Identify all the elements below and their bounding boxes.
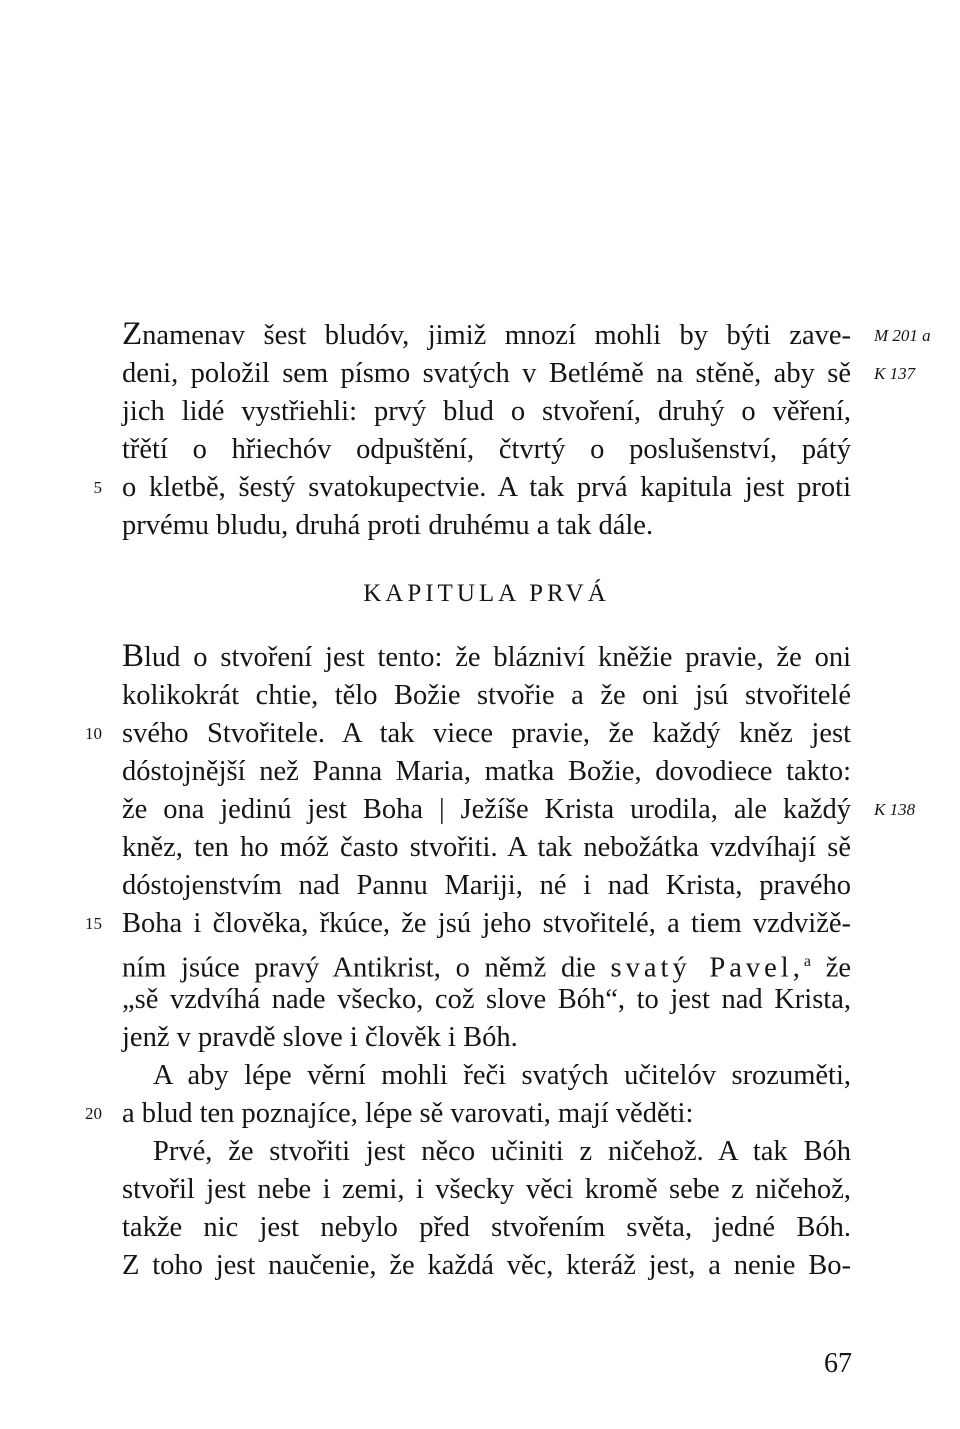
- margin-reference: M 201 a: [874, 326, 931, 345]
- text-line: stvořil jest nebe i zemi, i všecky věci kromě sebe z ničehož,: [122, 1174, 851, 1205]
- text-line: [122, 638, 851, 678]
- margin-reference: K 137: [874, 364, 916, 383]
- text-line: jenž v pravdě slove i člověk i Bóh.: [122, 1022, 518, 1053]
- text-line: Prvé, že stvořiti jest něco učiniti z ničehož. A tak Bóh: [153, 1136, 851, 1167]
- text-line: „sě vzdvíhá nade všecko, což slove Bóh“, to jest nad Krista,: [122, 984, 851, 1015]
- text-line: kněz, ten ho móž často stvořiti. A tak nebožátka vzdvíhají sě: [122, 832, 851, 863]
- text-line: dóstojenstvím nad Pannu Mariji, né i nad Krista, pravého: [122, 870, 851, 901]
- line-number: 20: [85, 1104, 102, 1123]
- line-text: lud o stvoření jest tento: že blázniví kněžie pravie, že oni: [144, 642, 851, 673]
- chapter-heading: KAPITULA PRVÁ: [363, 580, 610, 607]
- text-line: o kletbě, šestý svatokupectvie. A tak prvá kapitula jest proti: [122, 472, 851, 503]
- dropcap: Z: [122, 316, 143, 352]
- text-line: A aby lépe věrní mohli řeči svatých učitelóv srozuměti,: [153, 1060, 851, 1091]
- text-line: a blud ten poznajíce, lépe sě varovati, mají věděti:: [122, 1098, 694, 1129]
- text-line: takže nic jest nebylo před stvořením světa, jedné Bóh.: [122, 1212, 851, 1243]
- spaced-emphasis: svatý Pavel,: [610, 952, 804, 984]
- line-number: 5: [93, 478, 102, 497]
- text-line: [122, 942, 851, 982]
- page-number: 67: [824, 1348, 852, 1379]
- margin-reference: K 138: [874, 800, 916, 819]
- text-line: [122, 316, 851, 356]
- text-line: že ona jedinú jest Boha | Ježíše Krista urodila, ale každý: [122, 794, 851, 825]
- text-line: kolikokrát chtie, tělo Božie stvořie a že oni jsú stvořitelé: [122, 680, 851, 711]
- line-number: 15: [85, 914, 102, 933]
- line-number: 10: [85, 724, 102, 743]
- text-line: dóstojnější než Panna Maria, matka Božie, dovodiece takto:: [122, 756, 851, 787]
- line-text: ním jsúce pravý Antikrist, o němž die: [122, 952, 596, 984]
- text-line: třětí o hřiechóv odpuštění, čtvrtý o poslušenství, pátý: [122, 434, 851, 465]
- text-line: svého Stvořitele. A tak viece pravie, že každý kněz jest: [122, 718, 851, 749]
- line-text: namenav šest bludóv, jimiž mnozí mohli by býti zave-: [142, 320, 851, 351]
- line-text: že: [810, 952, 851, 984]
- text-line: jich lidé vystřiehli: prvý blud o stvoření, druhý o věření,: [122, 396, 851, 427]
- text-line: prvému bludu, druhá proti druhému a tak dále.: [122, 510, 654, 541]
- dropcap: B: [122, 638, 145, 674]
- text-line: Z toho jest naučenie, že každá věc, kteráž jest, a nenie Bo-: [122, 1250, 851, 1281]
- text-line: deni, položil sem písmo svatých v Betlémě na stěně, aby sě: [122, 358, 851, 389]
- text-line: Boha i člověka, řkúce, že jsú jeho stvořitelé, a tiem vzdvižě-: [122, 908, 851, 939]
- footnote-marker: a: [803, 953, 811, 970]
